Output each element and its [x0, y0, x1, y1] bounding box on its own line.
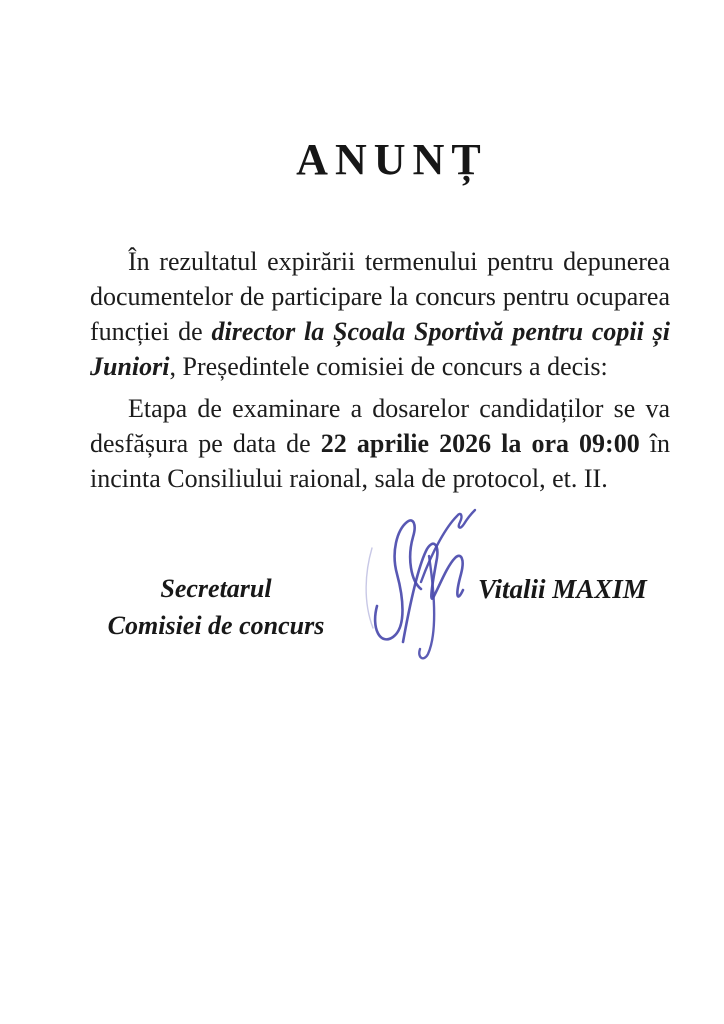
paragraph-2: [90, 391, 670, 496]
document-title: ANUNȚ: [296, 135, 488, 184]
paragraph-2-text-start: Etapa de examinare a dosarelor candidaților se va desfășura pe data de: [90, 394, 670, 458]
paragraph-1: [90, 244, 670, 384]
signer-role: [96, 570, 336, 644]
document-body: [90, 244, 670, 496]
paragraph-1-text-start: În rezultatul expirării termenului pentru depunerea documentelor de participare la concurs pentru ocuparea funcției de: [90, 247, 670, 346]
paragraph-1-text-end: , Președintele comisiei de concurs a decis:: [169, 352, 608, 381]
handwritten-signature-icon: [362, 486, 478, 662]
paragraph-1-position-title: director la Școala Sportivă pentru copii și Juniori: [90, 317, 670, 381]
signature-block: [90, 528, 670, 758]
signer-name: Vitalii MAXIM: [478, 574, 647, 604]
signer-role-line-2: Comisiei de concurs: [107, 611, 325, 640]
paragraph-2-date-time: 22 aprilie 2026 la ora 09:00: [320, 429, 640, 458]
paragraph-2-text-end: în incinta Consiliului raional, sala de protocol, et. II.: [90, 429, 670, 493]
signer-role-line-1: Secretarul: [160, 574, 272, 603]
